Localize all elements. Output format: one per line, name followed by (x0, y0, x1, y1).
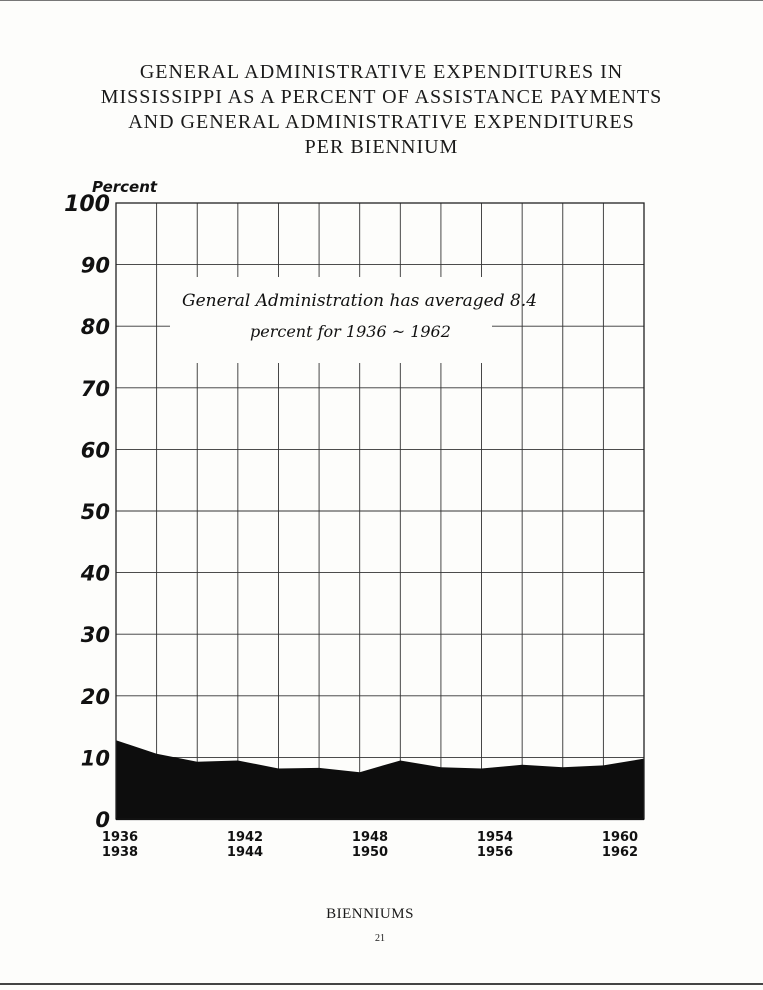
x-tick-label-top: 1948 (351, 830, 389, 845)
x-tick-label-bottom: 1962 (601, 845, 639, 860)
x-tick-labels (102, 830, 638, 860)
y-tick-label: 20 (80, 684, 110, 709)
y-axis-label: Percent (92, 178, 158, 196)
x-tick-label-bottom: 1956 (476, 845, 514, 860)
y-tick-label: 40 (80, 561, 110, 586)
y-tick-labels (64, 192, 110, 832)
annotation-line-1: General Administration has averaged 8.4 (182, 291, 538, 311)
y-tick-label: 90 (80, 253, 110, 278)
x-tick-label-top: 1942 (226, 830, 264, 845)
x-axis-label: BIENNIUMS (326, 906, 414, 922)
x-tick-label-bottom: 1938 (101, 845, 139, 860)
y-tick-label: 100 (64, 192, 110, 217)
y-tick-label: 80 (80, 315, 110, 340)
chart-title: GENERAL ADMINISTRATIVE EXPENDITURES IN MISSISSIPPI AS A PERCENT OF ASSISTANCE PAYMENTS AND GENERAL ADMINISTRATIVE EXPENDITURES PER BIENNIUM (100, 61, 663, 158)
annotation-line-2: percent for 1936 ~ 1962 (250, 322, 451, 341)
y-tick-label: 50 (80, 500, 110, 524)
x-tick-label-bottom: 1950 (351, 845, 389, 860)
y-tick-label: 0 (95, 808, 110, 832)
top-rule (0, 0, 763, 1)
page-number: 21 (375, 933, 385, 944)
y-tick-label: 30 (80, 623, 110, 648)
area-chart (0, 170, 763, 890)
bottom-rule (0, 983, 763, 985)
x-tick-label-top: 1954 (476, 830, 514, 845)
annotation-box (170, 277, 537, 363)
area-series (116, 740, 644, 819)
x-tick-label-top: 1960 (601, 830, 639, 845)
y-tick-label: 70 (80, 376, 110, 401)
x-tick-label-bottom: 1944 (226, 845, 264, 860)
x-tick-label-top: 1936 (101, 830, 139, 845)
y-tick-label: 60 (80, 438, 110, 463)
y-tick-label: 10 (80, 746, 110, 771)
